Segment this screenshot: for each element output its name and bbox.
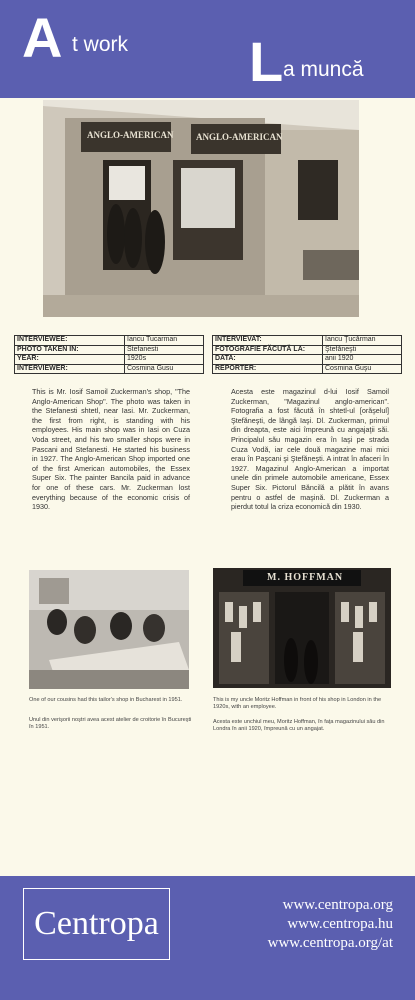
title-en-rest: t work bbox=[72, 33, 129, 56]
shop-sign-left: ANGLO-AMERICAN bbox=[87, 130, 174, 140]
hoffman-caption-ro: Acesta este unchiul meu, Moritz Hoffman, în faţa magazinului său din Londra în anii 1920, împreună cu un angajat. bbox=[213, 719, 385, 732]
info-table-ro: INTERVIEVAT: Iancu Ţucărman FOTOGRAFIE FĂCUTĂ LA: Ştefăneşti DATA: anii 1920 REPORTER: Cosmina Guşu bbox=[212, 335, 402, 374]
tailor-caption-en: One of our cousins had this tailor's shop in Bucharest in 1951. bbox=[29, 697, 183, 703]
shop-sign-right: ANGLO-AMERICAN bbox=[196, 132, 283, 142]
title-ro-rest: a muncă bbox=[283, 58, 364, 81]
body-text-en: This is Mr. Iosif Samoil Zuckerman's shop, "The Anglo-American Shop". The photo was taken in the Stefanesti shtetl, near Iasi. Mr. Zuckerman, the first from right, is standing with his employees. His main shop was in Iasi on Cuza Voda street, and his two smaller shops were in Pascani and Stefanesti. He started his business in 1927. The Anglo-American Shop imported one of the first American automobiles, the Essex Super Six. The painter Bancila paid in advance for one of these cars. Mr. Zuckerman lost everything because of the economic crisis of 1930. bbox=[32, 387, 190, 512]
hoffman-shop-photo bbox=[213, 568, 391, 688]
title-ro-initial: L bbox=[249, 30, 284, 93]
footer-urls bbox=[268, 896, 393, 953]
body-text-ro: Acesta este magazinul d-lui Iosif Samoil Zuckerman, "Magazinul anglo-american". Fotografia a fost făcută în shtetl-ul [orăşelul] Ştefăneşti, de lângă Iaşi. Dl. Zuckerman, primul din dreapta, este aici împreună cu angajaţii săi. Principalul său magazin era în Iaşi pe strada Cuza Vodă, iar cele două magazine mai mici erau în Paşcani şi Ştefăneşti. A intrat în afaceri în 1927. Magazinul Anglo-American a importat unele din primele automobile americane, Essex Super Six. Pictorul Băncilă a plătit în avans pentru o astfel de maşină. Dl. Zuckerman a pierdut totul la criza economică din 1930. bbox=[231, 387, 389, 512]
centropa-logo bbox=[23, 888, 170, 960]
tailor-shop-photo bbox=[29, 570, 189, 689]
title-en-initial: A bbox=[22, 6, 63, 69]
centropa-logo-text: Centropa bbox=[34, 905, 159, 942]
hoffman-shop-illustration bbox=[213, 568, 391, 688]
url-link-org[interactable]: www.centropa.org bbox=[282, 897, 393, 913]
hoffman-caption-en: This is my uncle Moritz Hoffman in front of his shop in London in the 1920s, with an employee. bbox=[213, 697, 382, 710]
url-link-at[interactable]: www.centropa.org/at bbox=[267, 935, 393, 951]
info-table-en: INTERVIEWEE: Iancu Tucarman PHOTO TAKEN IN: Stefanesti YEAR: 1920s INTERVIEWER: Cosmina Gusu bbox=[14, 335, 204, 374]
url-link-hu[interactable]: www.centropa.hu bbox=[287, 916, 393, 932]
hoffman-sign: M. HOFFMAN bbox=[267, 572, 344, 583]
tailor-caption-ro: Unul din verişorii noştri avea acest atelier de croitorie în Bucureşti în 1951. bbox=[29, 717, 192, 730]
main-photo bbox=[43, 100, 359, 317]
tailor-shop-illustration bbox=[29, 570, 189, 689]
